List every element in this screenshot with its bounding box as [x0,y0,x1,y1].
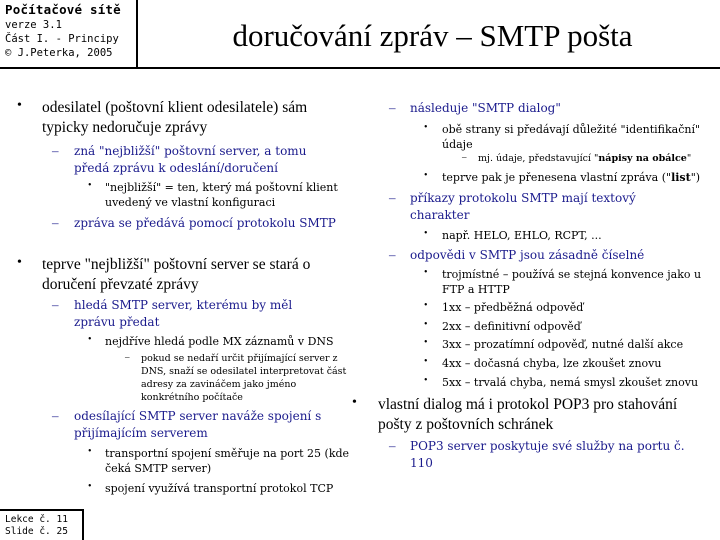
left-item-2a1a: pokud se nedaří určit přijímající server z DNS, snaží se odesilatel interpretovat část adresy za zavináčem jako jméno konkrétního počítače [141,353,347,403]
left-item-1a1: "nejbližší" = ten, který má poštovní klient uvedený ve vlastní konfiguraci [105,181,338,209]
left-item-2: teprve "nejbližší" poštovní server se stará o doručení převzaté zprávy [42,256,311,293]
right-item-3b: 1xx – předběžná odpověď [442,301,584,314]
right-item-2a: např. HELO, EHLO, RCPT, ... [442,229,602,242]
title-rule [138,67,720,69]
right-item-2: příkazy protokolu SMTP mají textový charakter [410,191,636,222]
left-item-1: odesilatel (poštovní klient odesilatele) sám typicky nedoručuje zprávy [42,99,308,136]
bullet-marker: • [424,228,428,239]
bullet-marker: • [88,180,92,191]
right-item-1a1: mj. údaje, představující "nápisy na obálce" [478,153,692,164]
right-item-3f: 5xx – trvalá chyba, nemá smysl zkoušet znovu [442,376,699,389]
bullet-marker: • [17,98,22,113]
dash-marker: – [462,152,467,162]
course-name: Počítačové sítě [5,2,121,17]
left-item-2a1: nejdříve hledá podle MX záznamů v DNS [105,335,334,348]
left-item-1a: zná "nejbližší" poštovní server, a tomu předá zprávu k odeslání/doručení [74,144,307,175]
right-item-1: následuje "SMTP dialog" [410,101,561,115]
header-box [0,0,138,69]
bullet-marker: • [424,319,428,330]
left-item-2b2: spojení využívá transportní protokol TCP [105,482,334,495]
dash-marker: – [52,408,59,423]
bullet-marker: • [88,334,92,345]
bullet-marker: • [424,356,428,367]
course-part: Část I. - Principy [5,33,119,45]
bullet-marker: • [17,255,22,270]
dash-marker: – [52,297,59,312]
bullet-marker: • [424,122,428,133]
bullet-marker: • [424,267,428,278]
dash-marker: – [389,438,396,453]
bullet-marker: • [88,481,92,492]
left-item-2b: odesílající SMTP server naváže spojení s přijímajícím serverem [74,409,322,440]
left-item-2a: hledá SMTP server, kterému by měl zprávu předat [74,298,293,329]
right-item-4a: POP3 server poskytuje své služby na portu č. 110 [410,439,685,470]
course-author: © J.Peterka, 2005 [5,47,113,59]
dash-marker: – [52,143,59,158]
bullet-marker: • [424,337,428,348]
right-item-3: odpovědi v SMTP jsou zásadně číselné [410,248,645,262]
right-item-3d: 3xx – prozatímní odpověď, nutné další akce [442,338,684,351]
bullet-marker: • [88,446,92,457]
dash-marker: – [389,247,396,262]
bullet-marker: • [424,375,428,386]
bullet-marker: • [352,395,357,410]
course-version: verze 3.1 [5,19,62,31]
bullet-marker: • [424,170,428,181]
right-item-1a: obě strany si předávají důležité "identifikační" údaje [442,123,701,151]
dash-marker: – [125,352,130,362]
right-item-3e: 4xx – dočasná chyba, lze zkoušet znovu [442,357,662,370]
lecture-number: Lekce č. 11 [5,514,68,525]
right-item-1b: teprve pak je přenesena vlastní zpráva ("list") [442,171,701,184]
slide-number: Slide č. 25 [5,526,68,537]
dash-marker: – [389,190,396,205]
right-item-4: vlastní dialog má i protokol POP3 pro stahování pošty z poštovních schránek [378,396,678,433]
left-item-2b1: transportní spojení směřuje na port 25 (kde čeká SMTP server) [105,447,350,475]
right-item-3a: trojmístné – používá se stejná konvence jako u FTP a HTTP [442,268,702,296]
right-item-3c: 2xx – definitivní odpověď [442,320,581,333]
bullet-marker: • [424,300,428,311]
slide-title: doručování zpráv – SMTP pošta [232,18,633,53]
left-item-1b: zpráva se předává pomocí protokolu SMTP [74,216,336,230]
dash-marker: – [389,100,396,115]
footer-box [0,509,84,540]
dash-marker: – [52,215,59,230]
